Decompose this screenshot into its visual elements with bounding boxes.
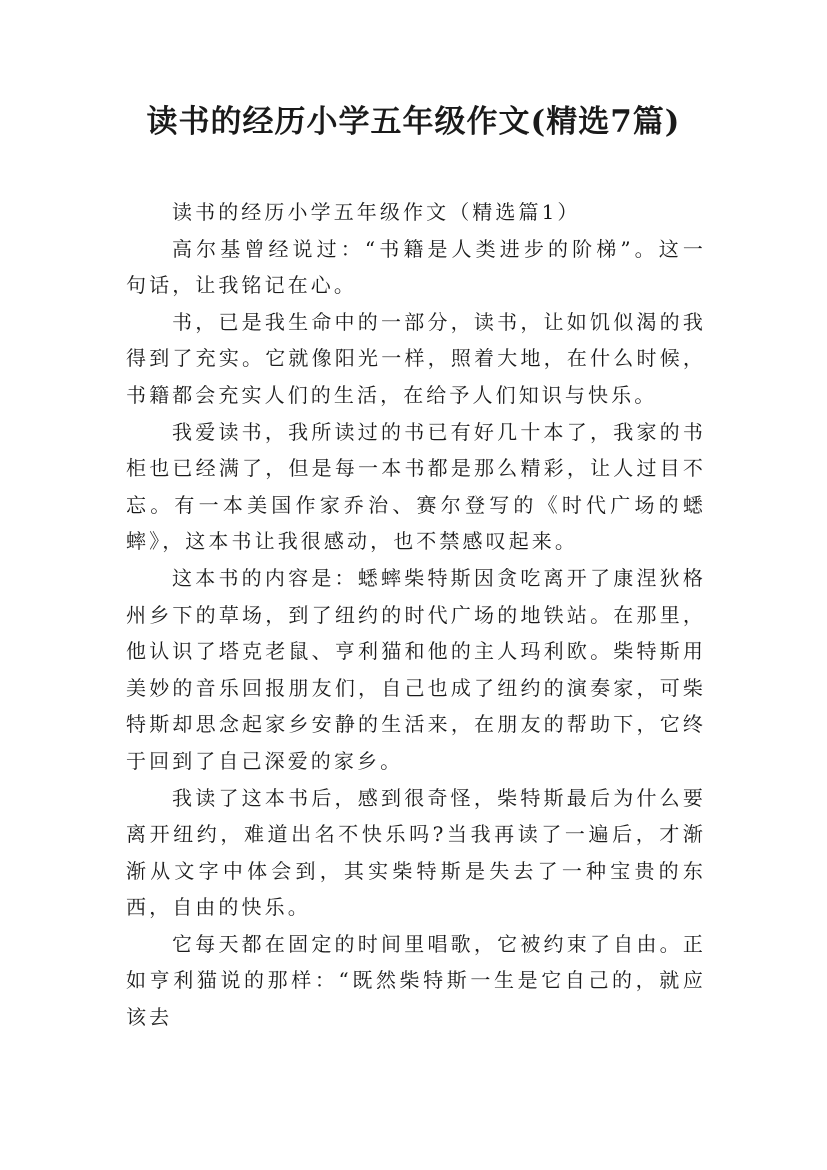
paragraph: 书，已是我生命中的一部分，读书，让如饥似渴的我得到了充实。它就像阳光一样，照着大地，在什么时候，书籍都会充实人们的生活，在给予人们知识与快乐。: [126, 309, 706, 407]
section-heading: 读书的经历小学五年级作文（精选篇1）: [172, 200, 581, 224]
paragraph: 高尔基曾经说过：“书籍是人类进步的阶梯”。这一句话，让我铭记在心。: [126, 236, 706, 298]
document-title: 读书的经历小学五年级作文(精选7篇): [146, 104, 681, 140]
paragraph: 我爱读书，我所读过的书已有好几十本了，我家的书柜也已经满了，但是每一本书都是那么精彩，让人过目不忘。有一本美国作家乔治、赛尔登写的《时代广场的蟋蟀》，这本书让我很感动，也不禁感叹起来。: [126, 419, 706, 554]
paragraph: 这本书的内容是：蟋蟀柴特斯因贪吃离开了康涅狄格州乡下的草场，到了纽约的时代广场的地铁站。在那里，他认识了塔克老鼠、亨利猫和他的主人玛利欧。柴特斯用美妙的音乐回报朋友们，自己也成了纽约的演奏家，可柴特斯却思念起家乡安静的生活来，在朋友的帮助下，它终于回到了自己深爱的家乡。: [126, 565, 706, 773]
document-body: [126, 194, 706, 1036]
paragraph: 我读了这本书后，感到很奇怪，柴特斯最后为什么要离开纽约，难道出名不快乐吗?当我再读了一遍后，才渐渐从文字中体会到，其实柴特斯是失去了一种宝贵的东西，自由的快乐。: [126, 785, 706, 920]
paragraph: 它每天都在固定的时间里唱歌，它被约束了自由。正如亨利猫说的那样：“既然柴特斯一生是它自己的，就应该去: [126, 931, 706, 1030]
